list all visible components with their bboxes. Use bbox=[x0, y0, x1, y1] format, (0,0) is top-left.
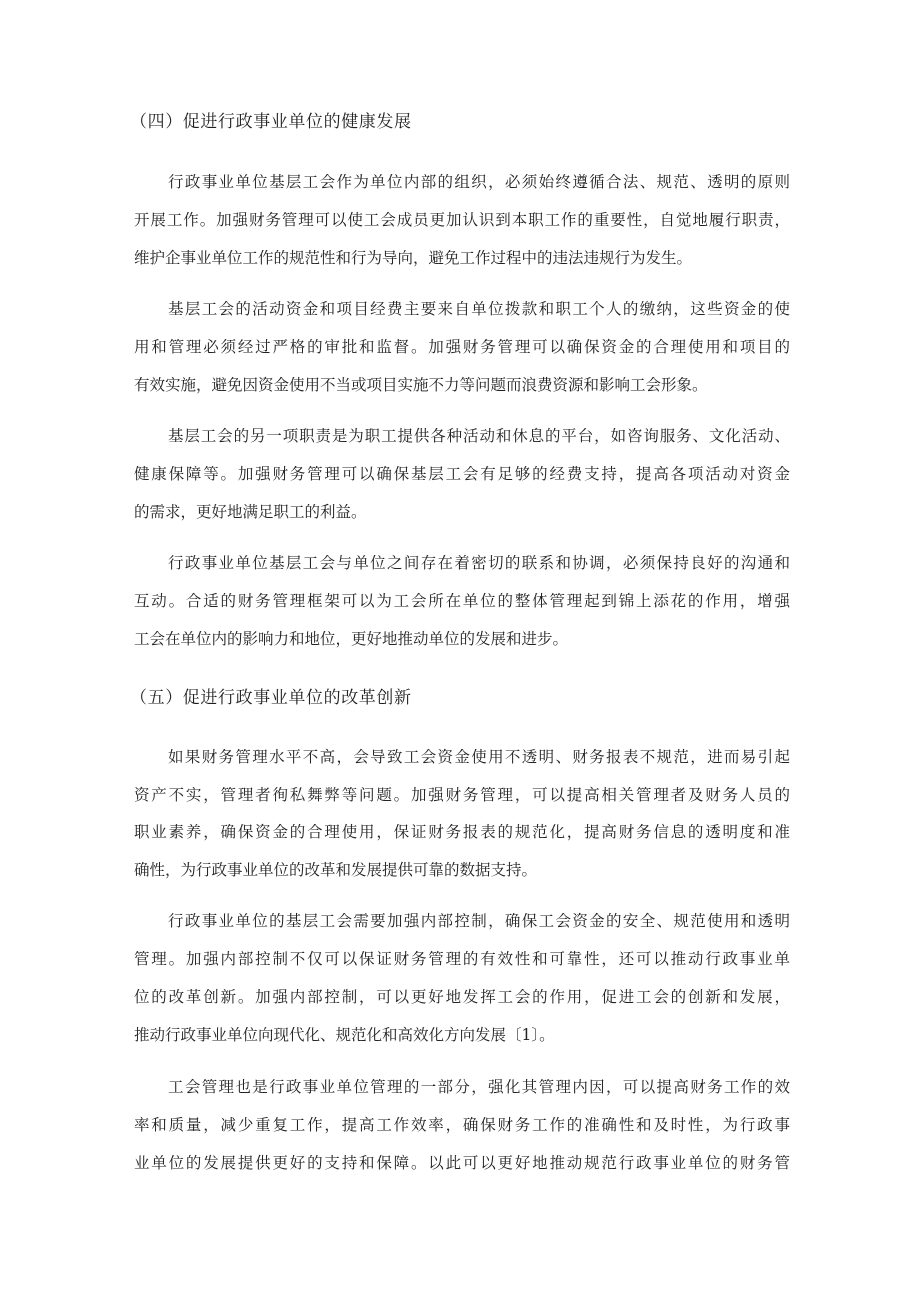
paragraph-line: 工会在单位内的影响力和地位，更好地推动单位的发展和进步。 bbox=[134, 630, 569, 648]
paragraph-line: 资产不实，管理者徇私舞弊等问题。加强财务管理，可以提高相关管理者及财务人员的 bbox=[134, 786, 790, 804]
paragraph-line: 互动。合适的财务管理框架可以为工会所在单位的整体管理起到锦上添花的作用，增强 bbox=[134, 592, 790, 610]
paragraph-line: 开展工作。加强财务管理可以使工会成员更加认识到本职工作的重要性，自觉地履行职责， bbox=[134, 211, 790, 229]
paragraph-line: 用和管理必须经过严格的审批和监督。加强财务管理可以确保资金的合理使用和项目的 bbox=[134, 338, 790, 356]
paragraph-line: 健康保障等。加强财务管理可以确保基层工会有足够的经费支持，提高各项活动对资金 bbox=[134, 465, 790, 483]
paragraph-line: 的需求，更好地满足职工的利益。 bbox=[134, 503, 367, 521]
paragraph-line: 确性，为行政事业单位的改革和发展提供可靠的数据支持。 bbox=[134, 861, 538, 879]
paragraph-line: 推动行政事业单位向现代化、规范化和高效化方向发展〔1〕。 bbox=[134, 1026, 555, 1044]
paragraph-line: 率和质量，减少重复工作，提高工作效率，确保财务工作的准确性和及时性，为行政事 bbox=[134, 1116, 790, 1134]
paragraph-line: 如果财务管理水平不高，会导致工会资金使用不透明、财务报表不规范，进而易引起 bbox=[168, 748, 790, 766]
paragraph-line: 职业素养，确保资金的合理使用，保证财务报表的规范化，提高财务信息的透明度和准 bbox=[134, 823, 790, 841]
paragraph-line: 行政事业单位基层工会与单位之间存在着密切的联系和协调，必须保持良好的沟通和 bbox=[168, 554, 790, 572]
paragraph-line: 工会管理也是行政事业单位管理的一部分，强化其管理内因，可以提高财务工作的效 bbox=[168, 1078, 790, 1096]
paragraph-line: 维护企事业单位工作的规范性和行为导向，避免工作过程中的违法违规行为发生。 bbox=[134, 249, 693, 267]
paragraph-line: 行政事业单位基层工会作为单位内部的组织，必须始终遵循合法、规范、透明的原则 bbox=[168, 173, 790, 191]
section-heading-4: （四）促进行政事业单位的健康发展 bbox=[130, 112, 412, 132]
paragraph-line: 基层工会的另一项职责是为职工提供各种活动和休息的平台，如咨询服务、文化活动、 bbox=[168, 427, 790, 445]
section-heading-5: （五）促进行政事业单位的改革创新 bbox=[130, 688, 412, 708]
paragraph-line: 有效实施，避免因资金使用不当或项目实施不力等问题而浪费资源和影响工会形象。 bbox=[134, 376, 708, 394]
paragraph-line: 行政事业单位的基层工会需要加强内部控制，确保工会资金的安全、规范使用和透明 bbox=[168, 912, 790, 930]
paragraph-line: 基层工会的活动资金和项目经费主要来自单位拨款和职工个人的缴纳，这些资金的使 bbox=[168, 300, 790, 318]
paragraph-line: 位的改革创新。加强内部控制，可以更好地发挥工会的作用，促进工会的创新和发展， bbox=[134, 988, 790, 1006]
paragraph-line: 管理。加强内部控制不仅可以保证财务管理的有效性和可靠性，还可以推动行政事业单 bbox=[134, 950, 790, 968]
paragraph-line: 业单位的发展提供更好的支持和保障。以此可以更好地推动规范行政事业单位的财务管 bbox=[134, 1154, 790, 1172]
